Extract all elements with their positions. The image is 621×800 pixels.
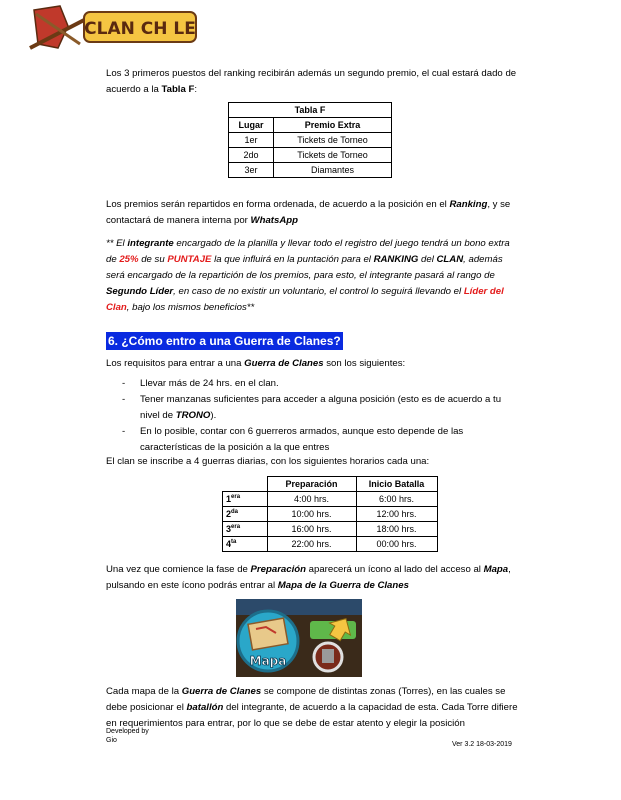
table-row: 2do Tickets de Torneo (229, 148, 392, 163)
list-item: - En lo posible, contar con 6 guerreros armados, aunque esto depende de las características de la posición a la que entres (106, 424, 518, 456)
list-item: - Tener manzanas suficientes para acceder a alguna posición (esto es de acuerdo a tu nivel de TRONO). (106, 392, 518, 424)
war-schedule-table (222, 476, 438, 552)
table-f-header-premio: Premio Extra (274, 118, 392, 133)
table-f-title: Tabla F (229, 103, 392, 118)
logo-text: CLAN CH LE (84, 19, 196, 39)
note-integrante: ** El integrante encargado de la planilla y llevar todo el registro del juego tendrá un bono extra de 25% de su PUNTAJE la que influirá en la puntación para el RANKING del CLAN, además será encargado de la repartición de los premios, para esto, el integrante pasará al rango de Segundo Líder, en caso de no existir un voluntario, el control lo seguirá llevando el Líder del Clan, bajo los mismos beneficios** (106, 238, 510, 313)
para-schedule-intro: El clan se inscribe a 4 guerras diarias, con los siguientes horarios cada una: (106, 456, 430, 467)
requirements-list (106, 376, 518, 456)
footer-developer: Developed by Gio (106, 728, 149, 744)
section-heading: 6. ¿Cómo entro a una Guerra de Clanes? (108, 334, 341, 348)
header-preparacion: Preparación (267, 477, 356, 492)
clan-chile-logo (28, 4, 200, 52)
table-row: 1er Tickets de Torneo (229, 133, 392, 148)
para-preparation: Una vez que comience la fase de Preparación aparecerá un ícono al lado del acceso al Mapa, pulsando en este ícono podrás entrar al Mapa de la Guerra de Clanes (106, 564, 511, 591)
map-screenshot-image (236, 599, 362, 677)
table-row: $3^{era}$ 16:00 hrs. 18:00 hrs. (223, 522, 438, 537)
table-f-header-lugar: Lugar (229, 118, 274, 133)
table-row: $1^{era}$ 4:00 hrs. 6:00 hrs. (223, 492, 438, 507)
footer-version: Ver 3.2 18-03-2019 (452, 741, 512, 748)
table-f (228, 102, 392, 178)
para-distribution: Los premios serán repartidos en forma ordenada, de acuerdo a la posición en el Ranking, y se contactará de manera interna por WhatsApp (106, 199, 511, 226)
header-inicio-batalla: Inicio Batalla (356, 477, 437, 492)
table-row: $4^{ta}$ 22:00 hrs. 00:00 hrs. (223, 537, 438, 552)
para-ranking-prizes: Los 3 primeros puestos del ranking recibirán además un segundo premio, el cual estará dado de acuerdo a la Tabla F: (106, 68, 517, 95)
table-row: 3er Diamantes (229, 163, 392, 178)
map-label: Mapa (249, 654, 287, 668)
table-row: $2^{da}$ 10:00 hrs. 12:00 hrs. (223, 507, 438, 522)
para-requirements-intro: Los requisitos para entrar a una Guerra de Clanes son los siguientes: (106, 358, 406, 369)
para-map-zones: Cada mapa de la Guerra de Clanes se compone de distintas zonas (Torres), en las cuales se debe posicionar el batallón del integrante, de acuerdo a la capacidad de esta. Cada Torre difiere en requerimientos para entrar, por lo que se debe de estar atento y elegir la posición (106, 686, 518, 729)
list-item: - Llevar más de 24 hrs. en el clan. (106, 376, 518, 392)
